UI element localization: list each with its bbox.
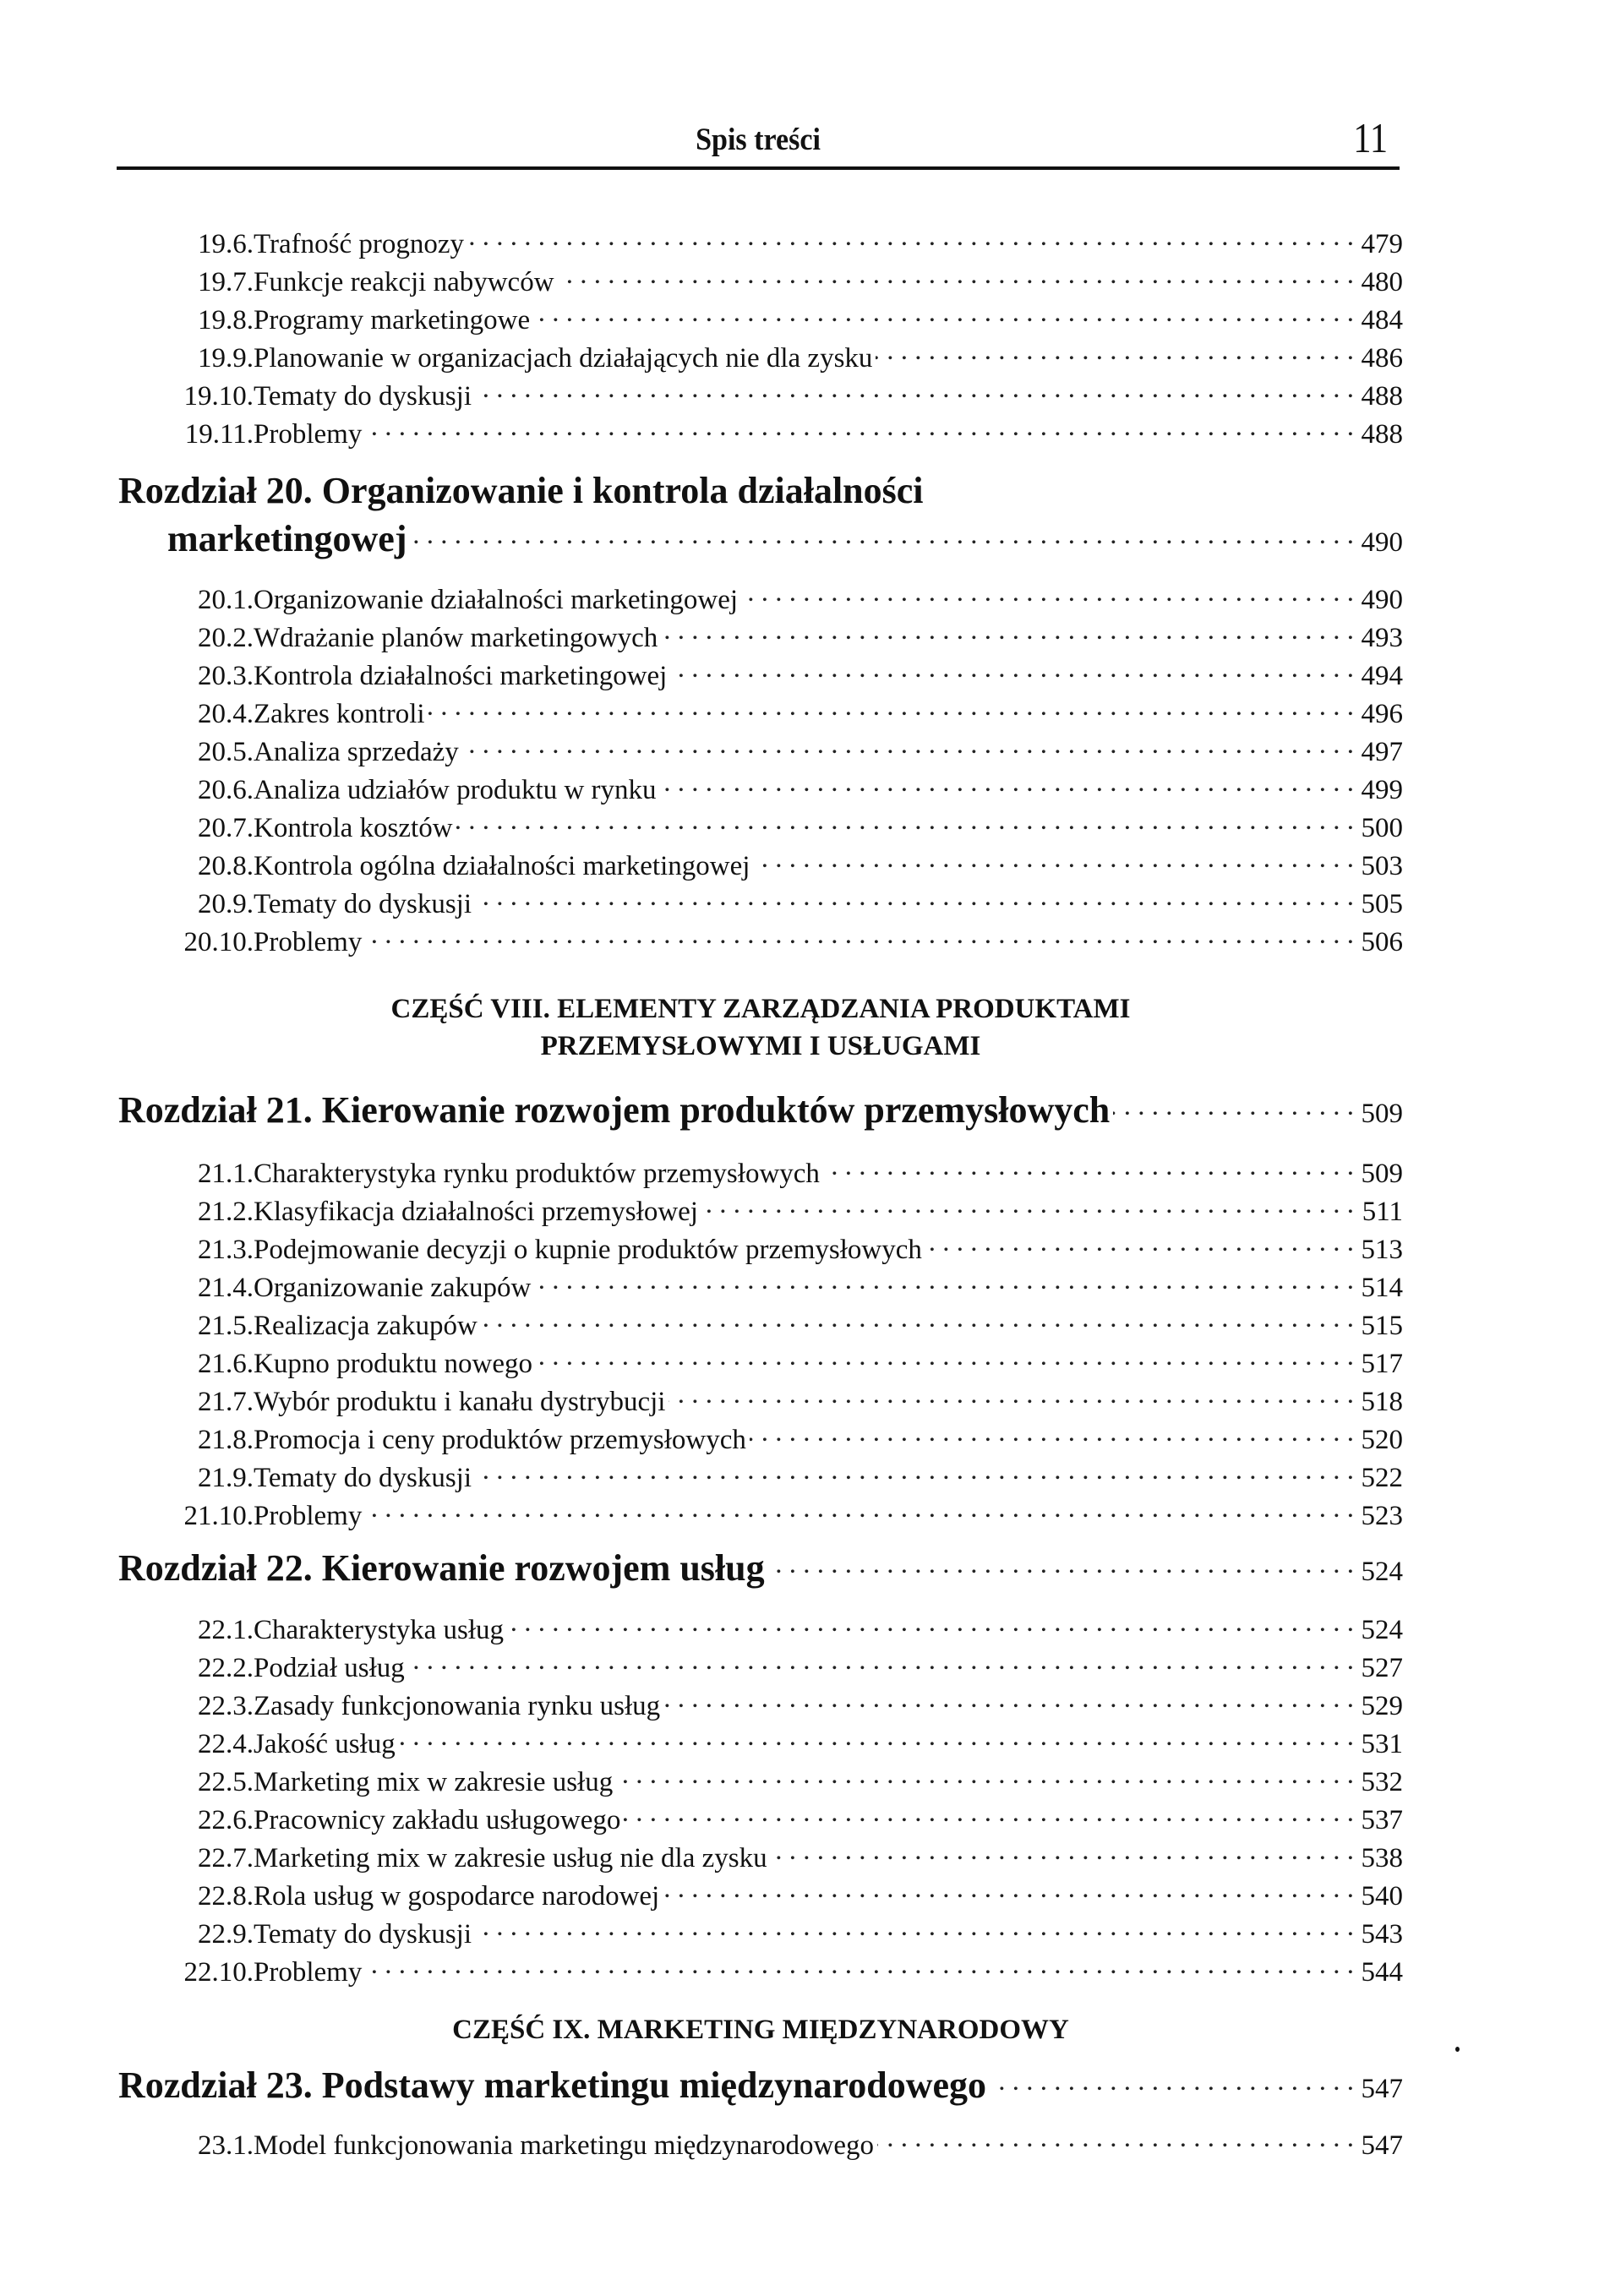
dot-leader: [876, 335, 1354, 367]
toc-entry[interactable]: 22.5. Marketing mix w zakresie usług . . . 532: [176, 1759, 1403, 1798]
dot-leader: [990, 2066, 1354, 2097]
dot-leader: [663, 1683, 1354, 1715]
dot-leader: [663, 1873, 1354, 1905]
dot-leader: [428, 691, 1354, 723]
toc-entry[interactable]: 20.5. Analiza sprzedaży . . . 497: [176, 729, 1403, 768]
chapter-heading[interactable]: Rozdział 20. Organizowanie i kontrola działalności: [118, 470, 924, 511]
dot-leader: [823, 1151, 1354, 1182]
toc-entry[interactable]: 22.10. Problemy . . . 544: [176, 1950, 1403, 1988]
toc-entry[interactable]: 22.3. Zasady funkcjonowania rynku usług . . . 529: [176, 1683, 1403, 1722]
toc-entry[interactable]: 21.1. Charakterystyka rynku produktów przemysłowych . . . 509: [176, 1151, 1403, 1190]
toc-entry[interactable]: 22.4. Jakość usług . . . 531: [176, 1721, 1403, 1760]
dot-leader: [771, 1835, 1354, 1867]
toc-entry[interactable]: 19.8. Programy marketingowe . . . 484: [176, 297, 1403, 336]
toc-entry[interactable]: 20.1. Organizowanie działalności marketingowej . . . 490: [176, 577, 1403, 616]
toc-entry[interactable]: 22.9. Tematy do dyskusji . . . 543: [176, 1912, 1403, 1950]
dot-leader: [616, 1759, 1354, 1791]
toc-entry[interactable]: 22.7. Marketing mix w zakresie usług nie dla zysku . . . 538: [176, 1835, 1403, 1874]
dot-leader: [877, 2123, 1354, 2154]
dot-leader: [624, 1797, 1354, 1829]
toc-entry[interactable]: 20.2. Wdrażanie planów marketingowych . . . 493: [176, 615, 1403, 654]
dot-leader: [669, 1379, 1354, 1410]
dot-leader: [365, 919, 1354, 951]
toc-entry[interactable]: 22.2. Podział usług . . . 527: [176, 1645, 1403, 1684]
toc-entry[interactable]: 19.6. Trafność prognozy . . . 479: [176, 221, 1403, 260]
toc-entry[interactable]: 19.9. Planowanie w organizacjach działających nie dla zysku . . . 486: [176, 335, 1403, 374]
toc-entry[interactable]: 19.10. Tematy do dyskusji . . . 488: [176, 374, 1403, 412]
dot-leader: [507, 1607, 1354, 1639]
toc-entry[interactable]: 20.9. Tematy do dyskusji . . . 505: [176, 881, 1403, 920]
dot-leader: [475, 1912, 1354, 1943]
chapter-heading[interactable]: Rozdział 23. Podstawy marketingu międzynarodowego . . . 547: [118, 2064, 1403, 2107]
toc-entry[interactable]: 21.2. Klasyfikacja działalności przemysłowej . . . 511: [176, 1189, 1403, 1228]
toc-entry[interactable]: 20.8. Kontrola ogólna działalności marketingowej . . . 503: [176, 843, 1403, 882]
chapter-heading[interactable]: Rozdział 22. Kierowanie rozwojem usług . . . 524: [118, 1546, 1403, 1590]
toc-entry[interactable]: 21.8. Promocja i ceny produktów przemysłowych . . . 520: [176, 1417, 1403, 1456]
running-title: Spis treści: [696, 123, 821, 157]
dot-leader: [660, 767, 1354, 799]
dot-leader: [481, 1303, 1354, 1334]
chapter-heading[interactable]: Rozdział 21. Kierowanie rozwojem produktów przemysłowych . . . 509: [118, 1088, 1403, 1132]
dot-leader: [768, 1549, 1354, 1580]
part-heading: CZĘŚĆ VIII. ELEMENTY ZARZĄDZANIA PRODUKTAMI PRZEMYSŁOWYMI I USŁUGAMI: [390, 994, 1131, 1061]
toc-entry[interactable]: 19.7. Funkcje reakcji nabywców . . . 480: [176, 259, 1403, 298]
dot-leader: [533, 297, 1354, 329]
toc-entry[interactable]: 22.8. Rola usług w gospodarce narodowej . . . 540: [176, 1873, 1403, 1912]
dot-leader: [558, 259, 1354, 291]
dot-leader: [365, 412, 1354, 443]
dot-leader: [365, 1950, 1354, 1981]
toc-entry[interactable]: 21.4. Organizowanie zakupów . . . 514: [176, 1265, 1403, 1304]
header-rule: [117, 166, 1400, 170]
toc-entry[interactable]: 19.11. Problemy . . . 488: [176, 412, 1403, 450]
dot-leader: [750, 1417, 1354, 1448]
dot-leader: [925, 1227, 1354, 1258]
dot-leader: [408, 1645, 1354, 1677]
dot-leader: [741, 577, 1354, 608]
toc-entry[interactable]: 20.6. Analiza udziałów produktu w rynku . . . 499: [176, 767, 1403, 806]
toc-entry[interactable]: 22.1. Charakterystyka usług . . . 524: [176, 1607, 1403, 1646]
dot-leader: [462, 729, 1354, 761]
page-header: [117, 114, 1400, 176]
dot-leader: [475, 881, 1354, 913]
dot-leader: [534, 1265, 1354, 1296]
toc-entry[interactable]: 21.10. Problemy . . . 523: [176, 1493, 1403, 1532]
dot-leader: [1113, 1091, 1354, 1122]
toc-entry[interactable]: 20.4. Zakres kontroli . . . 496: [176, 691, 1403, 730]
dot-leader: [399, 1721, 1354, 1753]
toc-entry[interactable]: 20.3. Kontrola działalności marketingowej . . . 494: [176, 653, 1403, 692]
dot-leader: [411, 520, 1355, 551]
page-number: 11: [1353, 114, 1388, 161]
dot-leader: [467, 221, 1354, 253]
dot-leader: [670, 653, 1354, 684]
dot-leader: [365, 1493, 1354, 1524]
dot-leader: [475, 374, 1354, 405]
toc-entry[interactable]: 21.3. Podejmowanie decyzji o kupnie produktów przemysłowych . . . 513: [176, 1227, 1403, 1266]
toc-entry[interactable]: 21.9. Tematy do dyskusji . . . 522: [176, 1455, 1403, 1494]
toc-entry[interactable]: 21.6. Kupno produktu nowego . . . 517: [176, 1341, 1403, 1380]
dot-leader: [536, 1341, 1354, 1372]
toc-entry[interactable]: 23.1. Model funkcjonowania marketingu międzynarodowego . . . 547: [176, 2123, 1403, 2162]
dot-leader: [753, 843, 1354, 875]
toc-entry[interactable]: 21.7. Wybór produktu i kanału dystrybucji . . . 518: [176, 1379, 1403, 1418]
chapter-heading-continuation[interactable]: marketingowej . . . 490: [167, 517, 1403, 560]
part-heading: CZĘŚĆ IX. MARKETING MIĘDZYNARODOWY: [452, 2015, 1069, 2045]
toc-entry[interactable]: 22.6. Pracownicy zakładu usługowego . . . 537: [176, 1797, 1403, 1836]
scan-speck: [1455, 2047, 1460, 2052]
dot-leader: [456, 805, 1354, 837]
dot-leader: [701, 1189, 1354, 1220]
toc-entry[interactable]: 20.7. Kontrola kosztów . . . 500: [176, 805, 1403, 844]
toc-entry[interactable]: 21.5. Realizacja zakupów . . . 515: [176, 1303, 1403, 1342]
dot-leader: [475, 1455, 1354, 1486]
dot-leader: [661, 615, 1354, 646]
toc-entry[interactable]: 20.10. Problemy . . . 506: [176, 919, 1403, 958]
